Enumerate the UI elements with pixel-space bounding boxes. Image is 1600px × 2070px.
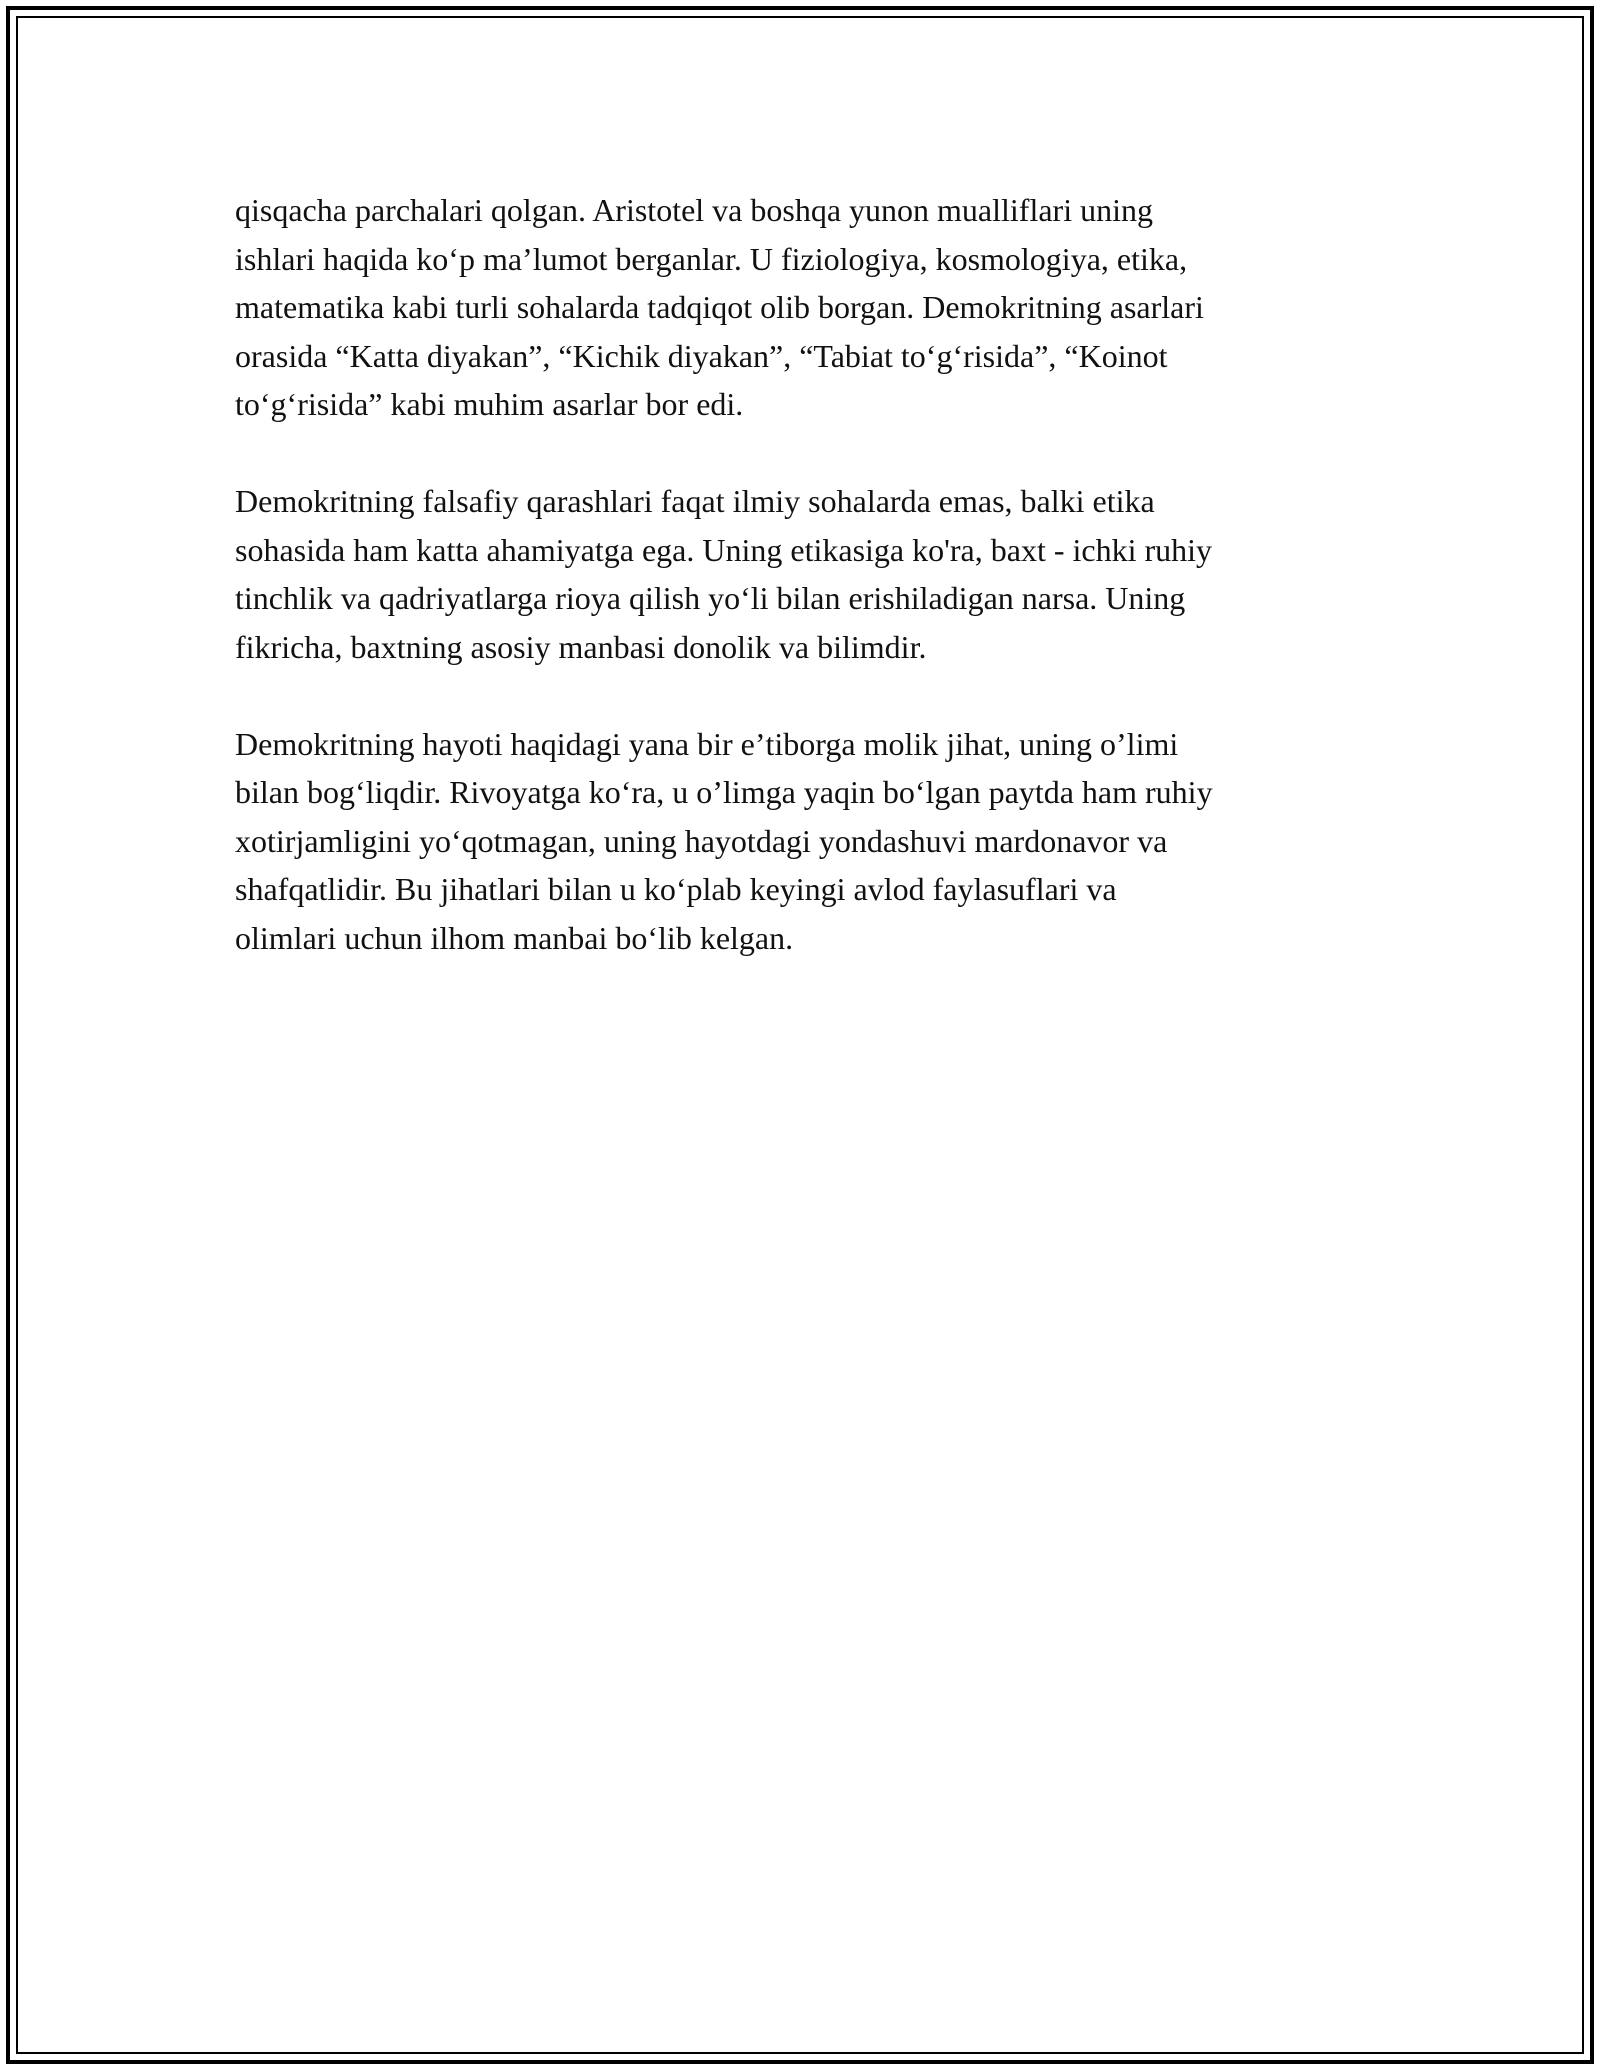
paragraph-1: qisqacha parchalari qolgan. Aristotel va boshqa yunon mualliflari uning ishlari haqida koʻp maʼlumot berganlar. U fiziologiya, kosmologiya, etika, matematika kabi turli sohalarda tadqiqot olib borgan. Demokritning asarlari orasida “Katta diyakan”, “Kichik diyakan”, “Tabiat toʻgʻrisida”, “Koinot toʻgʻrisida” kabi muhim asarlar bor edi. [235,192,1204,422]
document-body [235,186,1375,1011]
paragraph-2: Demokritning falsafiy qarashlari faqat ilmiy sohalarda emas, balki etika sohasida ham katta ahamiyatga ega. Uning etikasiga ko'ra, baxt - ichki ruhiy tinchlik va qadriyatlarga rioya qilish yoʻli bilan erishiladigan narsa. Uning fikricha, baxtning asosiy manbasi donolik va bilimdir. [235,483,1213,665]
paragraph-3: Demokritning hayoti haqidagi yana bir eʼtiborga molik jihat, uning oʼlimi bilan bogʻliqdir. Rivoyatga koʻra, u oʼlimga yaqin boʻlgan paytda ham ruhiy xotirjamligini yoʻqotmagan, uning hayotdagi yondashuvi mardonavor va shafqatlidir. Bu jihatlari bilan u koʻplab keyingi avlod faylasuflari va olimlari uchun ilhom manbai boʻlib kelgan. [235,725,1213,956]
